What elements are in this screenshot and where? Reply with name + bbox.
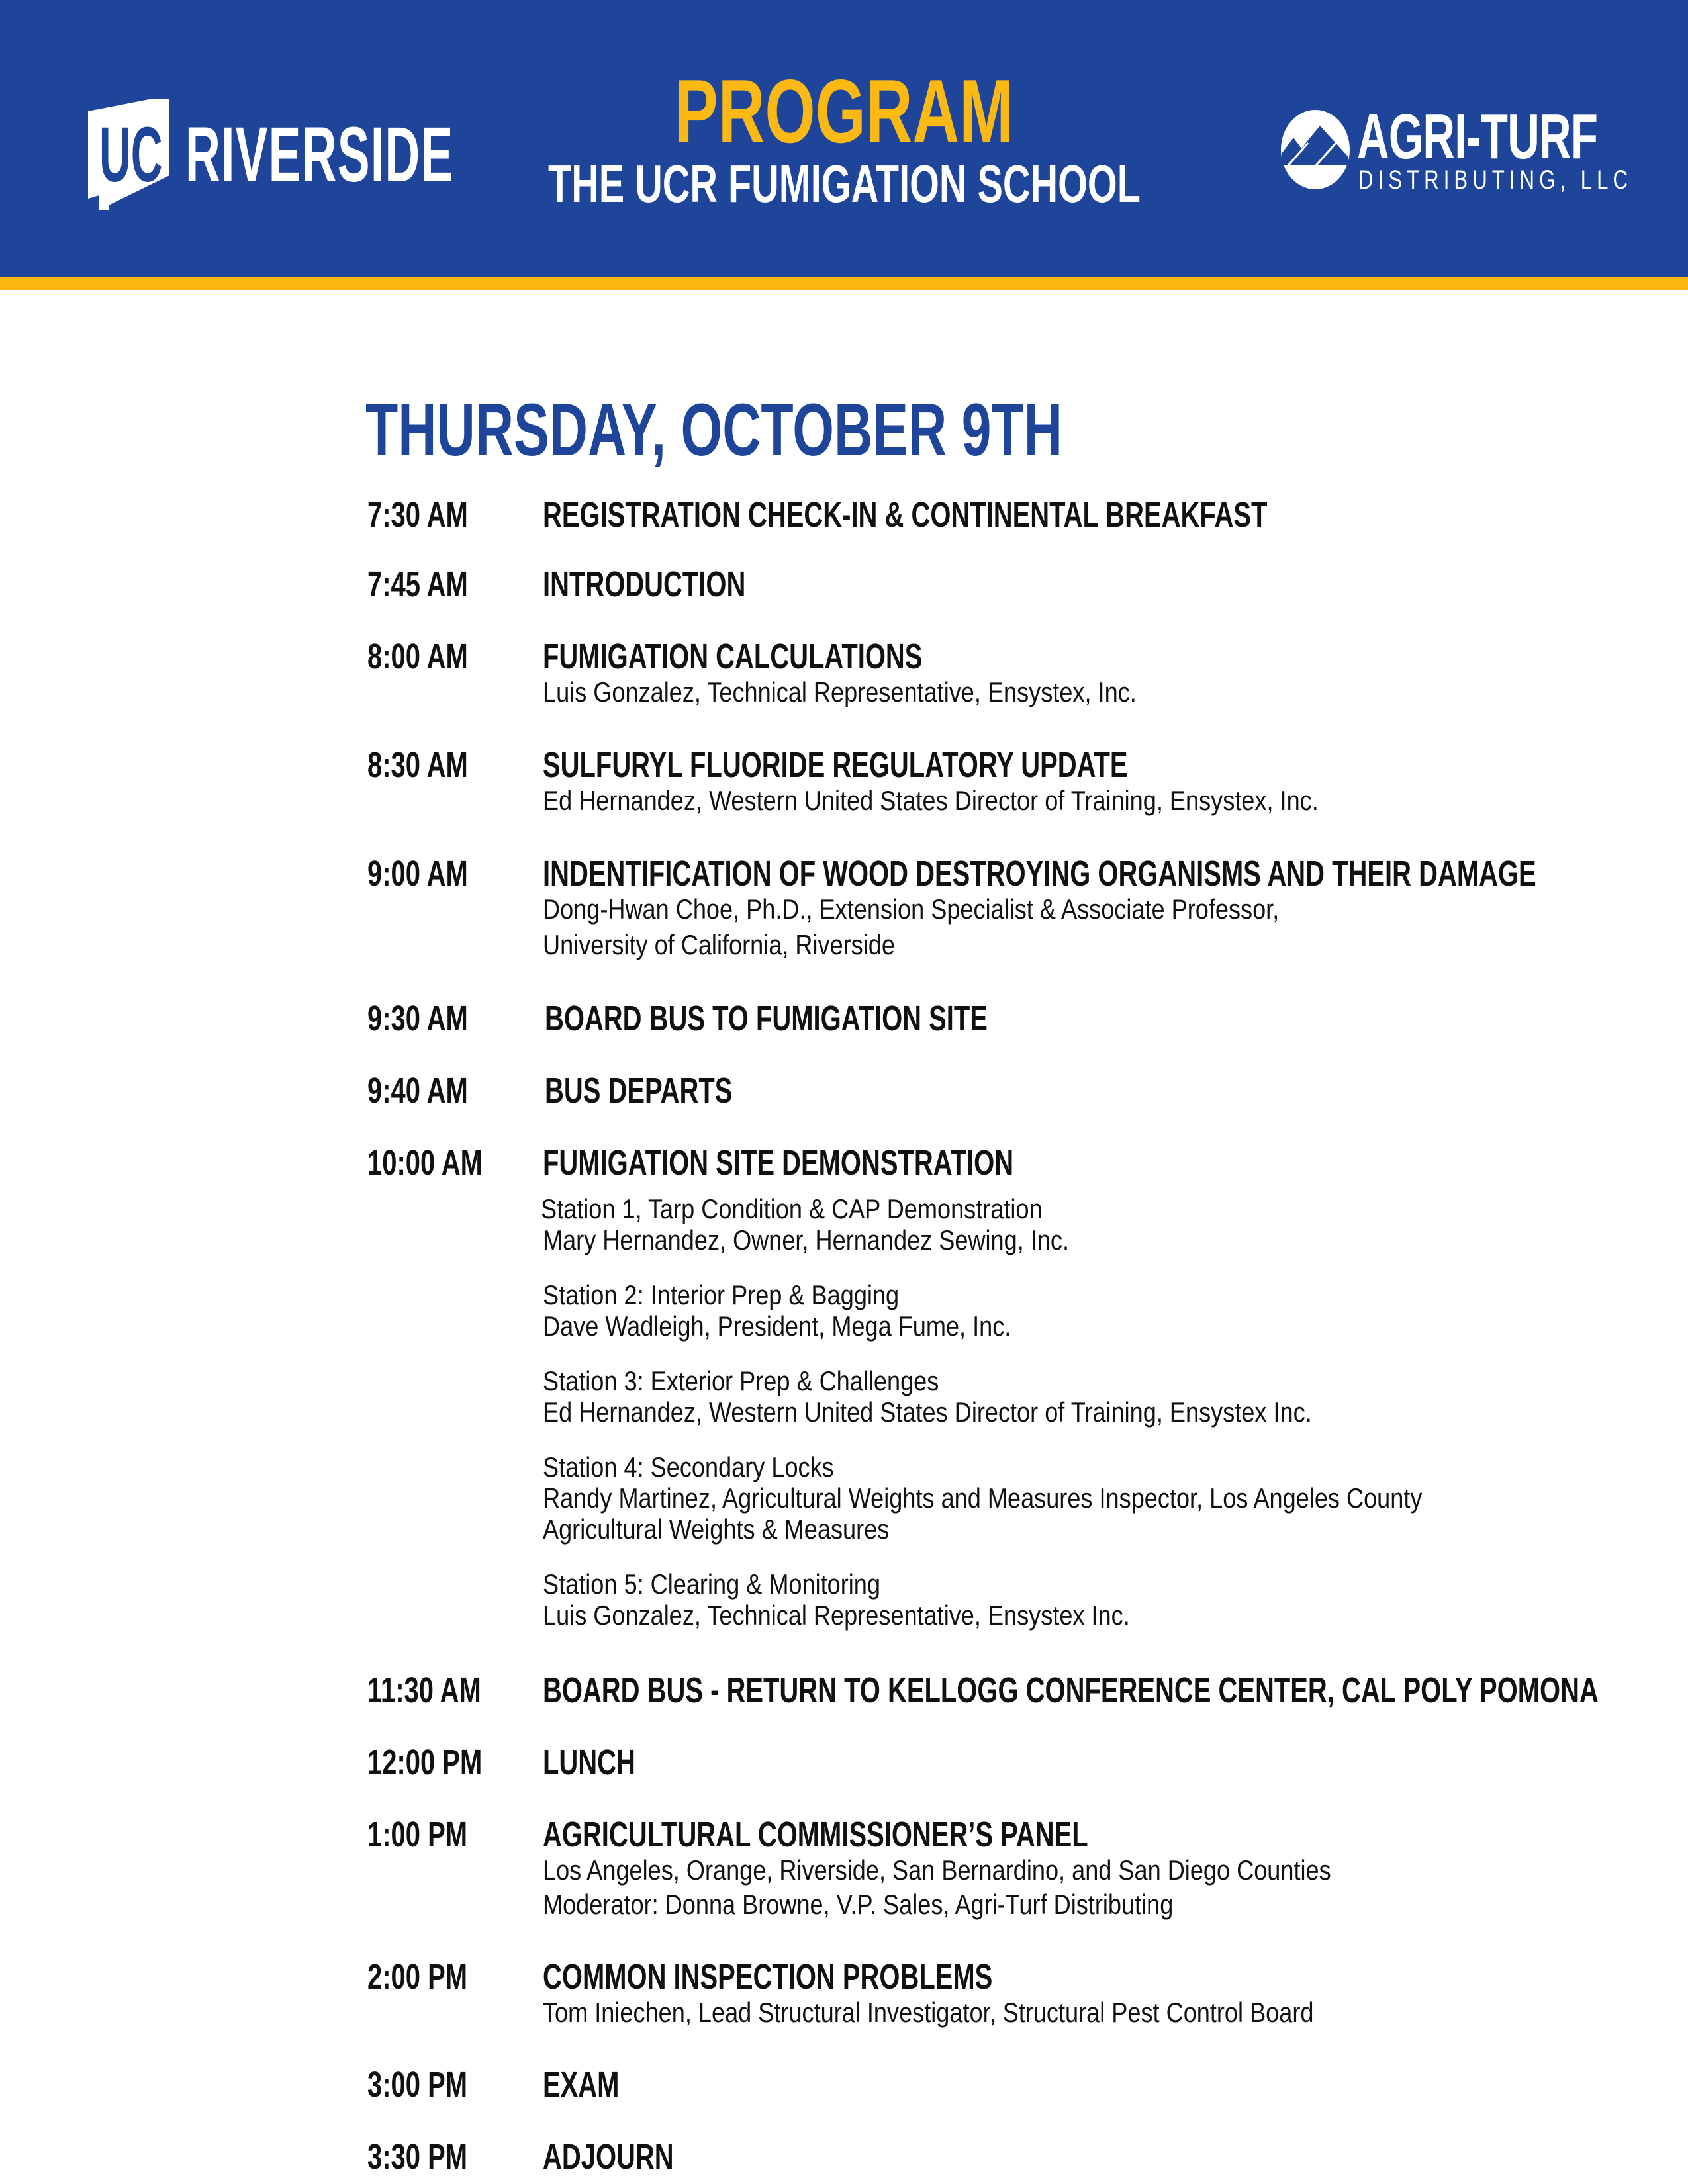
- session-title: BOARD BUS - RETURN TO KELLOGG CONFERENCE CENTER, CAL POLY POMONA: [543, 1670, 1599, 1710]
- time-label: 7:45 AM: [367, 565, 468, 604]
- session-title: SULFURYL FLUORIDE REGULATORY UPDATE: [543, 745, 1128, 785]
- accent-stripe: [0, 277, 1688, 290]
- speaker-line: Luis Gonzalez, Technical Representative, Ensystex Inc.: [543, 1600, 1130, 1631]
- station-line: Station 4: Secondary Locks: [543, 1451, 834, 1482]
- time-label: 10:00 AM: [367, 1143, 483, 1183]
- speaker-line: Los Angeles, Orange, Riverside, San Bernardino, and San Diego Counties: [543, 1854, 1331, 1886]
- agri-turf-wordmark: AGRI-TURF: [1357, 101, 1598, 172]
- time-label: 3:30 PM: [367, 2137, 468, 2177]
- session-title: FUMIGATION SITE DEMONSTRATION: [543, 1143, 1014, 1183]
- session-title: AGRICULTURAL COMMISSIONER’S PANEL: [543, 1815, 1088, 1854]
- time-label: 9:30 AM: [367, 999, 468, 1038]
- speaker-line: Moderator: Donna Browne, V.P. Sales, Agri-Turf Distributing: [543, 1889, 1174, 1920]
- time-label: 1:00 PM: [367, 1815, 468, 1854]
- agri-turf-tagline: DISTRIBUTING, LLC: [1358, 165, 1633, 195]
- time-label: 3:00 PM: [367, 2065, 468, 2105]
- time-label: 7:30 AM: [367, 495, 468, 535]
- session-title: LUNCH: [543, 1743, 635, 1782]
- speaker-line: Agricultural Weights & Measures: [543, 1514, 890, 1545]
- session-title: INDENTIFICATION OF WOOD DESTROYING ORGANISMS AND THEIR DAMAGE: [543, 854, 1536, 893]
- station-line: Station 5: Clearing & Monitoring: [543, 1569, 880, 1600]
- agri-turf-logo: [1279, 101, 1633, 199]
- time-label: 12:00 PM: [367, 1743, 483, 1782]
- session-title: REGISTRATION CHECK-IN & CONTINENTAL BREAKFAST: [543, 495, 1268, 535]
- ucr-mark: UC: [99, 111, 163, 199]
- time-label: 8:30 AM: [367, 745, 468, 785]
- time-label: 9:40 AM: [367, 1071, 468, 1111]
- session-title: INTRODUCTION: [543, 565, 746, 604]
- speaker-line: Dong-Hwan Choe, Ph.D., Extension Specialist & Associate Professor,: [543, 893, 1280, 925]
- time-label: 11:30 AM: [367, 1670, 481, 1710]
- time-label: 9:00 AM: [367, 854, 468, 893]
- session-title: BOARD BUS TO FUMIGATION SITE: [545, 999, 988, 1038]
- speaker-line: Luis Gonzalez, Technical Representative, Ensystex, Inc.: [543, 676, 1137, 707]
- speaker-line: Randy Martinez, Agricultural Weights and Measures Inspector, Los Angeles County: [543, 1482, 1423, 1514]
- page-title: PROGRAM: [675, 61, 1013, 161]
- station-line: Station 3: Exterior Prep & Challenges: [543, 1365, 939, 1396]
- speaker-line: Ed Hernandez, Western United States Director of Training, Ensystex, Inc.: [543, 785, 1319, 816]
- ucr-wordmark: RIVERSIDE: [185, 111, 454, 199]
- mountain-icon: [1279, 109, 1352, 195]
- day-heading: THURSDAY, OCTOBER 9TH: [365, 388, 1062, 471]
- speaker-line: University of California, Riverside: [543, 929, 895, 960]
- speaker-line: Tom Iniechen, Lead Structural Investigator, Structural Pest Control Board: [543, 1997, 1314, 2028]
- session-title: EXAM: [543, 2065, 620, 2105]
- session-title: ADJOURN: [543, 2137, 674, 2177]
- time-label: 8:00 AM: [367, 637, 468, 676]
- page-subtitle: THE UCR FUMIGATION SCHOOL: [547, 154, 1141, 213]
- speaker-line: Dave Wadleigh, President, Mega Fume, Inc.: [543, 1310, 1011, 1342]
- session-title: FUMIGATION CALCULATIONS: [543, 637, 923, 676]
- session-title: COMMON INSPECTION PROBLEMS: [543, 1957, 993, 1997]
- time-label: 2:00 PM: [367, 1957, 468, 1997]
- station-line: Station 2: Interior Prep & Bagging: [543, 1279, 900, 1310]
- speaker-line: Ed Hernandez, Western United States Director of Training, Ensystex Inc.: [543, 1396, 1312, 1428]
- station-line: Station 1, Tarp Condition & CAP Demonstration: [541, 1193, 1043, 1224]
- session-title: BUS DEPARTS: [545, 1071, 733, 1111]
- speaker-line: Mary Hernandez, Owner, Hernandez Sewing, Inc.: [543, 1224, 1070, 1255]
